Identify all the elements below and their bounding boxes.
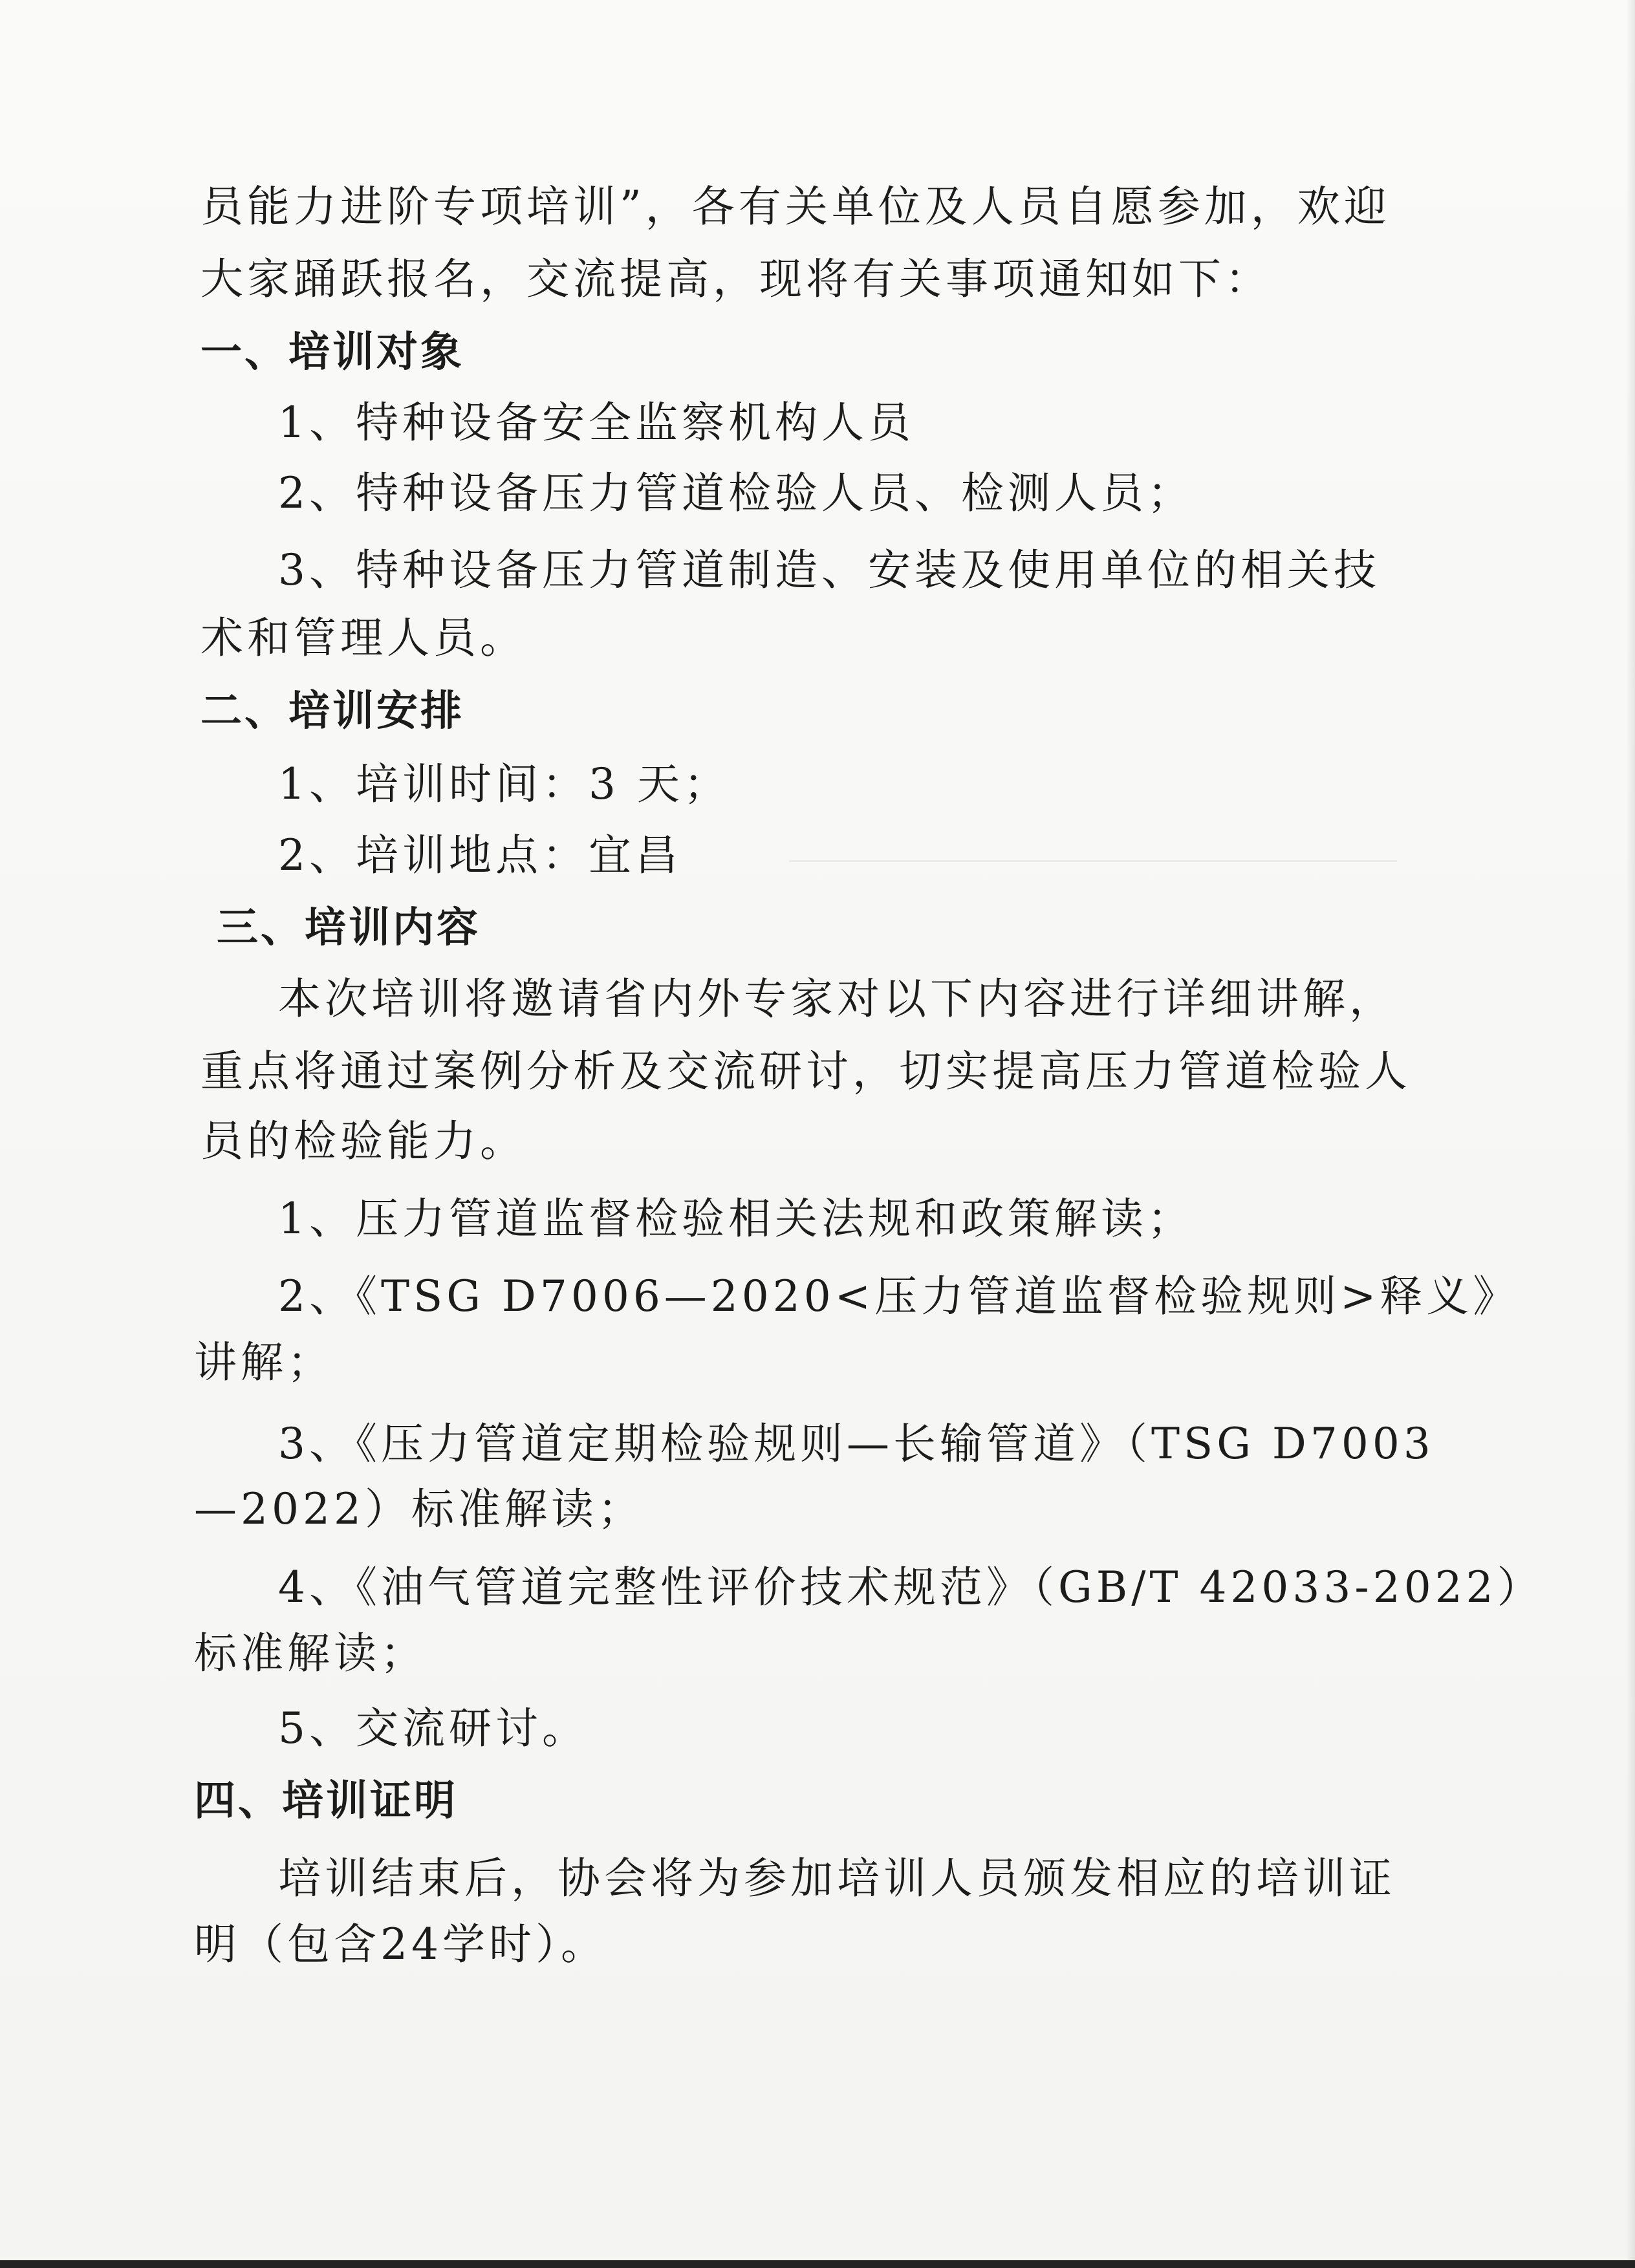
section-heading-training-targets: 一、培训对象: [200, 329, 464, 376]
list-item: 1、特种设备安全监察机构人员: [278, 398, 915, 448]
section-heading-training-content: 三、培训内容: [217, 904, 481, 952]
list-item: 2、特种设备压力管道检验人员、检测人员；: [278, 468, 1194, 518]
section-heading-training-certificate: 四、培训证明: [194, 1777, 458, 1825]
body-line: —2022）标准解读；: [194, 1484, 644, 1534]
body-line: 讲解；: [194, 1337, 334, 1387]
body-line: 员的检验能力。: [200, 1116, 526, 1166]
body-line: 大家踊跃报名，交流提高，现将有关事项通知如下：: [200, 254, 1272, 304]
body-line: 本次培训将邀请省内外专家对以下内容进行详细讲解，: [278, 974, 1396, 1024]
body-line: 标准解读；: [194, 1628, 427, 1678]
section-heading-training-arrangement: 二、培训安排: [200, 687, 464, 735]
list-item: 2、《TSG D7006—2020<压力管道监督检验规则>释义》: [278, 1271, 1520, 1321]
list-item: 5、交流研讨。: [278, 1703, 589, 1753]
list-item: 1、压力管道监督检验相关法规和政策解读；: [278, 1194, 1194, 1244]
body-line: 术和管理人员。: [200, 613, 526, 663]
body-line: 培训结束后，协会将为参加培训人员颁发相应的培训证: [278, 1853, 1396, 1903]
scan-edge-right: [1626, 0, 1635, 2268]
body-line: 明（包含24学时）。: [194, 1919, 607, 1969]
body-line: 员能力进阶专项培训”，各有关单位及人员自愿参加，欢迎: [200, 182, 1391, 232]
list-item: 2、培训地点：宜昌: [278, 830, 682, 880]
list-item: 1、培训时间：3 天；: [278, 759, 730, 809]
list-item: 3、特种设备压力管道制造、安装及使用单位的相关技: [278, 545, 1380, 595]
scan-edge-bottom: [0, 2260, 1635, 2268]
list-item: 3、《压力管道定期检验规则—长输管道》（TSG D7003: [278, 1419, 1435, 1469]
body-line: 重点将通过案例分析及交流研讨，切实提高压力管道检验人: [200, 1046, 1411, 1096]
list-item: 4、《油气管道完整性评价技术规范》（GB/T 42033-2022）: [278, 1562, 1544, 1612]
